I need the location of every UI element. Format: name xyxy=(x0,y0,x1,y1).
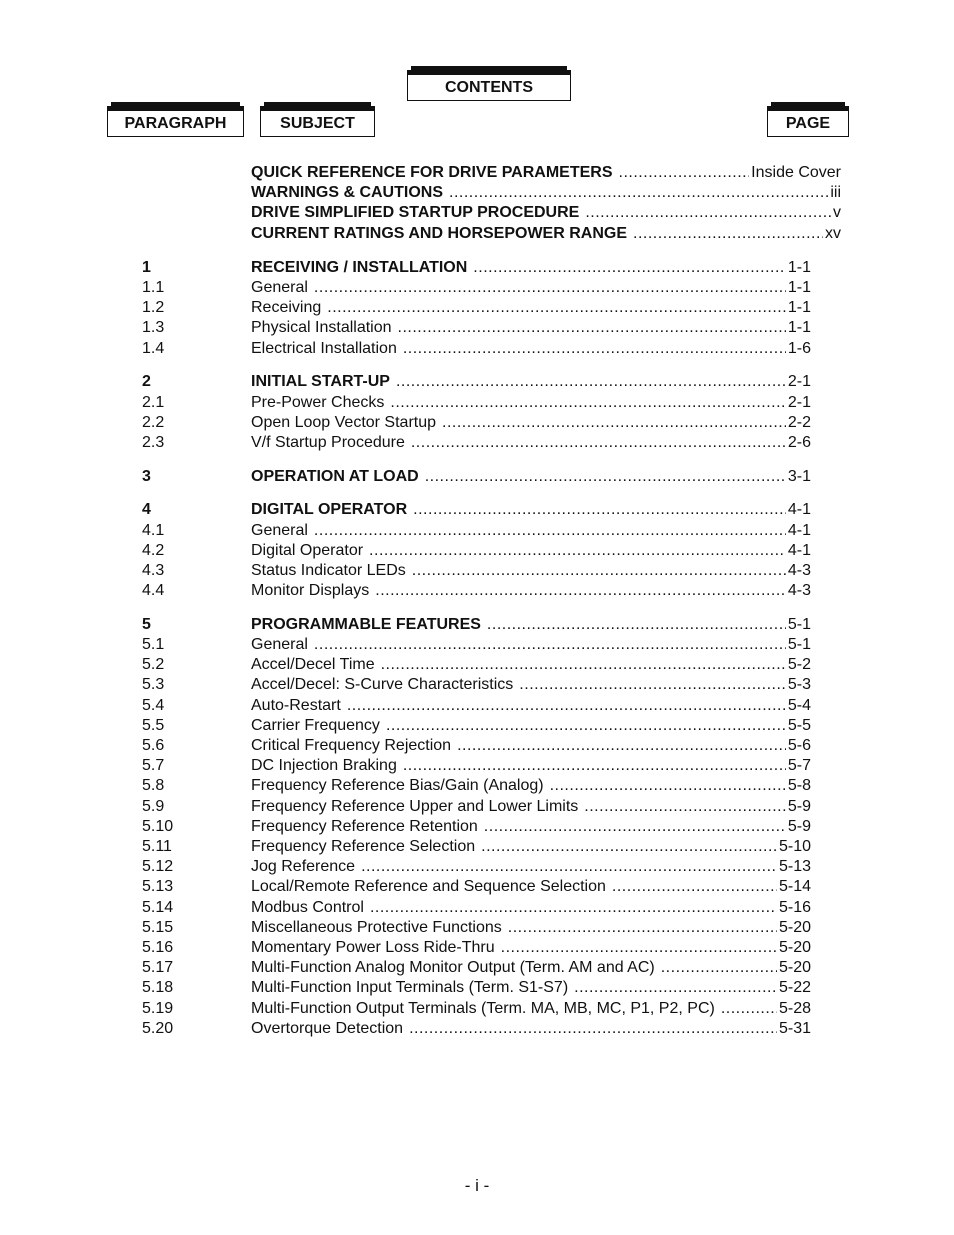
entry-page: 5-5 xyxy=(787,716,811,734)
entry-page: 5-20 xyxy=(778,939,811,956)
entry-title: Frequency Reference Bias/Gain (Analog) xyxy=(251,777,544,795)
section-entry[interactable] xyxy=(0,958,954,978)
section-entry[interactable] xyxy=(0,581,954,601)
entry-title: V/f Startup Procedure xyxy=(251,433,405,451)
section-entry[interactable] xyxy=(0,339,954,359)
entry-page: 3-1 xyxy=(787,467,811,485)
leader-dots xyxy=(550,776,786,796)
chapter-entry[interactable] xyxy=(0,372,954,392)
section-entry[interactable] xyxy=(0,318,954,338)
entry-number: 5.19 xyxy=(142,999,174,1017)
front-matter-entry[interactable] xyxy=(0,183,954,203)
section-entry[interactable] xyxy=(0,756,954,776)
leader-dots xyxy=(425,467,786,487)
leader-dots xyxy=(584,797,786,817)
entry-number: 5.8 xyxy=(142,777,165,795)
section-entry[interactable] xyxy=(0,938,954,958)
leader-dots xyxy=(412,561,786,581)
entry-number: 5.20 xyxy=(142,1019,174,1037)
entry-page: 5-16 xyxy=(778,898,811,916)
entry-number: 5.7 xyxy=(142,757,165,775)
entry-page: 5-2 xyxy=(787,656,811,674)
entry-number: 3 xyxy=(142,467,151,485)
leader-dots xyxy=(519,675,786,695)
entry-page: 2-6 xyxy=(787,433,811,451)
entry-title: INITIAL START-UP xyxy=(251,373,390,391)
leader-dots xyxy=(409,1019,777,1039)
entry-page: 4-1 xyxy=(787,501,811,519)
entry-number: 5.18 xyxy=(142,979,174,997)
entry-number: 5.4 xyxy=(142,696,165,714)
entry-page: 5-4 xyxy=(787,696,811,714)
leader-dots xyxy=(619,163,750,183)
leader-dots xyxy=(612,877,777,897)
entry-title: General xyxy=(251,521,308,539)
entry-number: 5.14 xyxy=(142,898,174,916)
entry-page: 5-14 xyxy=(778,878,811,896)
leader-dots xyxy=(411,433,786,453)
section-entry[interactable] xyxy=(0,857,954,877)
entry-number: 1 xyxy=(142,258,151,276)
subject-column-header xyxy=(260,106,375,137)
paragraph-label: PARAGRAPH xyxy=(124,114,227,132)
entry-title: CURRENT RATINGS AND HORSEPOWER RANGE xyxy=(251,224,628,242)
entry-title: Electrical Installation xyxy=(251,339,397,357)
entry-title: Frequency Reference Upper and Lower Limits xyxy=(251,797,579,815)
entry-title: Momentary Power Loss Ride-Thru xyxy=(251,939,495,956)
leader-dots xyxy=(390,393,786,413)
entry-page: 5-8 xyxy=(787,777,811,795)
leader-dots xyxy=(457,736,786,756)
entry-number: 2.2 xyxy=(142,413,165,431)
entry-number: 5.5 xyxy=(142,716,165,734)
section-entry[interactable] xyxy=(0,918,954,938)
entry-number: 5.6 xyxy=(142,737,165,754)
entry-page: 5-9 xyxy=(787,797,811,815)
entry-page: 5-7 xyxy=(787,757,811,775)
entry-title: Monitor Displays xyxy=(251,582,370,600)
leader-dots xyxy=(381,655,786,675)
leader-dots xyxy=(585,203,831,223)
leader-dots xyxy=(398,318,786,338)
leader-dots xyxy=(369,541,786,561)
entry-title: Multi-Function Analog Monitor Output (Term. AM and AC) xyxy=(251,959,655,977)
entry-page: 2-1 xyxy=(787,373,811,391)
entry-page: 5-31 xyxy=(778,1019,811,1037)
front-matter-entry[interactable] xyxy=(0,163,954,183)
entry-title: Open Loop Vector Startup xyxy=(251,413,437,431)
entry-page: 5-22 xyxy=(778,979,811,997)
entry-title: Multi-Function Output Terminals (Term. MA, MB, MC, P1, P2, PC) xyxy=(251,999,715,1017)
entry-page: 5-1 xyxy=(787,636,811,653)
entry-title: Digital Operator xyxy=(251,541,364,559)
leader-dots xyxy=(403,756,786,776)
entry-number: 5.3 xyxy=(142,676,165,694)
leader-dots xyxy=(327,298,786,318)
leader-dots xyxy=(396,372,786,392)
entry-title: Overtorque Detection xyxy=(251,1019,404,1037)
leader-dots xyxy=(442,413,786,433)
leader-dots xyxy=(484,817,786,837)
section-entry[interactable] xyxy=(0,541,954,561)
section-entry[interactable] xyxy=(0,433,954,453)
entry-number: 2 xyxy=(142,373,151,391)
chapter-entry[interactable] xyxy=(0,500,954,520)
section-entry[interactable] xyxy=(0,837,954,857)
leader-dots xyxy=(721,999,777,1019)
leader-dots xyxy=(633,224,823,244)
section-entry[interactable] xyxy=(0,978,954,998)
entry-number: 5.13 xyxy=(142,878,174,896)
chapter-entry[interactable] xyxy=(0,615,954,635)
leader-dots xyxy=(361,857,777,877)
leader-dots xyxy=(386,716,786,736)
section-entry[interactable] xyxy=(0,1019,954,1039)
entry-page: 4-3 xyxy=(787,582,811,600)
section-entry[interactable] xyxy=(0,898,954,918)
leader-dots xyxy=(487,615,786,635)
leader-dots xyxy=(574,978,777,998)
entry-page: 5-10 xyxy=(778,838,811,855)
entry-number: 5.15 xyxy=(142,918,174,936)
section-entry[interactable] xyxy=(0,817,954,837)
entry-number: 1.2 xyxy=(142,299,165,317)
entry-page: 5-13 xyxy=(778,858,811,876)
page-column-header xyxy=(767,106,849,137)
entry-title: Local/Remote Reference and Sequence Selection xyxy=(251,878,606,896)
entry-page: 1-1 xyxy=(787,279,811,296)
leader-dots xyxy=(473,258,786,278)
entry-title: Critical Frequency Rejection xyxy=(251,737,452,754)
entry-title: Accel/Decel Time xyxy=(251,656,375,674)
section-entry[interactable] xyxy=(0,635,954,655)
entry-title: QUICK REFERENCE FOR DRIVE PARAMETERS xyxy=(251,164,613,181)
entry-number: 5.10 xyxy=(142,817,174,835)
leader-dots xyxy=(375,581,786,601)
entry-title: DC Injection Braking xyxy=(251,757,397,775)
entry-title: PROGRAMMABLE FEATURES xyxy=(251,615,481,633)
entry-number: 5.1 xyxy=(142,636,165,653)
leader-dots xyxy=(501,938,777,958)
entry-title: General xyxy=(251,636,308,653)
page-label: PAGE xyxy=(785,114,831,132)
entry-page: 2-2 xyxy=(787,413,811,431)
section-entry[interactable] xyxy=(0,413,954,433)
entry-number: 4.1 xyxy=(142,521,165,539)
entry-title: Frequency Reference Retention xyxy=(251,817,478,835)
subject-label: SUBJECT xyxy=(280,114,355,132)
leader-dots xyxy=(449,183,828,203)
leader-dots xyxy=(413,500,786,520)
leader-dots xyxy=(370,898,777,918)
entry-number: 1.3 xyxy=(142,319,165,337)
entry-page: 5-3 xyxy=(787,676,811,694)
leader-dots xyxy=(481,837,777,857)
entry-page: 5-28 xyxy=(778,999,811,1017)
entry-page: 1-1 xyxy=(787,258,811,276)
entry-page: 1-1 xyxy=(787,299,811,317)
chapter-entry[interactable] xyxy=(0,467,954,487)
entry-title: OPERATION AT LOAD xyxy=(251,467,419,485)
entry-title: Accel/Decel: S-Curve Characteristics xyxy=(251,676,514,694)
section-entry[interactable] xyxy=(0,877,954,897)
entry-page: iii xyxy=(830,184,841,202)
entry-title: Pre-Power Checks xyxy=(251,393,385,411)
entry-number: 1.4 xyxy=(142,339,165,357)
entry-title: Jog Reference xyxy=(251,858,356,876)
entry-number: 4.4 xyxy=(142,582,165,600)
page-number: - i - xyxy=(464,1176,490,1195)
entry-title: Physical Installation xyxy=(251,319,392,337)
entry-page: 4-1 xyxy=(787,521,811,539)
leader-dots xyxy=(347,696,786,716)
entry-number: 5.2 xyxy=(142,656,165,674)
section-entry[interactable] xyxy=(0,675,954,695)
section-entry[interactable] xyxy=(0,776,954,796)
entry-page: 5-6 xyxy=(787,737,811,754)
entry-number: 5.17 xyxy=(142,959,174,977)
entry-page: 1-1 xyxy=(787,319,811,337)
entry-number: 1.1 xyxy=(142,279,165,296)
entry-title: Receiving xyxy=(251,299,322,317)
entry-number: 4 xyxy=(142,501,151,519)
entry-page: 4-3 xyxy=(787,561,811,579)
entry-number: 5 xyxy=(142,615,151,633)
leader-dots xyxy=(403,339,786,359)
entry-page: v xyxy=(833,204,841,222)
contents-label: CONTENTS xyxy=(445,78,533,96)
entry-title: WARNINGS & CAUTIONS xyxy=(251,184,443,202)
section-entry[interactable] xyxy=(0,696,954,716)
entry-title: DRIVE SIMPLIFIED STARTUP PROCEDURE xyxy=(251,204,580,222)
section-entry[interactable] xyxy=(0,298,954,318)
leader-dots xyxy=(314,521,786,541)
front-matter-entry[interactable] xyxy=(0,203,954,223)
chapter-entry[interactable] xyxy=(0,258,954,278)
entry-page: 5-1 xyxy=(787,615,811,633)
entry-title: Miscellaneous Protective Functions xyxy=(251,918,502,936)
paragraph-column-header xyxy=(107,106,244,137)
leader-dots xyxy=(314,278,786,298)
entry-page: 5-9 xyxy=(787,817,811,835)
entry-page: 2-1 xyxy=(787,393,811,411)
entry-title: DIGITAL OPERATOR xyxy=(251,501,408,519)
entry-title: Frequency Reference Selection xyxy=(251,838,476,855)
front-matter-entry[interactable] xyxy=(0,224,954,244)
entry-number: 5.12 xyxy=(142,858,174,876)
entry-title: Status Indicator LEDs xyxy=(251,561,406,579)
leader-dots xyxy=(314,635,786,655)
leader-dots xyxy=(508,918,777,938)
entry-title: RECEIVING / INSTALLATION xyxy=(251,258,468,276)
entry-number: 4.2 xyxy=(142,541,165,559)
section-entry[interactable] xyxy=(0,736,954,756)
entry-page: 1-6 xyxy=(787,339,811,357)
section-entry[interactable] xyxy=(0,797,954,817)
section-entry[interactable] xyxy=(0,561,954,581)
entry-number: 5.9 xyxy=(142,797,165,815)
entry-number: 5.16 xyxy=(142,939,174,956)
leader-dots xyxy=(661,958,777,978)
entry-page: 5-20 xyxy=(778,959,811,977)
section-entry[interactable] xyxy=(0,393,954,413)
entry-number: 2.1 xyxy=(142,393,165,411)
section-entry[interactable] xyxy=(0,655,954,675)
section-entry[interactable] xyxy=(0,999,954,1019)
entry-title: Modbus Control xyxy=(251,898,364,916)
entry-title: Auto-Restart xyxy=(251,696,341,714)
section-entry[interactable] xyxy=(0,278,954,298)
entry-page: xv xyxy=(825,224,841,242)
contents-tab xyxy=(407,70,571,101)
entry-number: 4.3 xyxy=(142,561,165,579)
entry-title: Multi-Function Input Terminals (Term. S1-S7) xyxy=(251,979,569,997)
section-entry[interactable] xyxy=(0,521,954,541)
entry-number: 5.11 xyxy=(142,838,172,855)
entry-page: 4-1 xyxy=(787,541,811,559)
entry-title: Carrier Frequency xyxy=(251,716,380,734)
entry-page: Inside Cover xyxy=(751,164,841,181)
section-entry[interactable] xyxy=(0,716,954,736)
entry-number: 2.3 xyxy=(142,433,165,451)
entry-title: General xyxy=(251,279,308,296)
entry-page: 5-20 xyxy=(778,918,811,936)
